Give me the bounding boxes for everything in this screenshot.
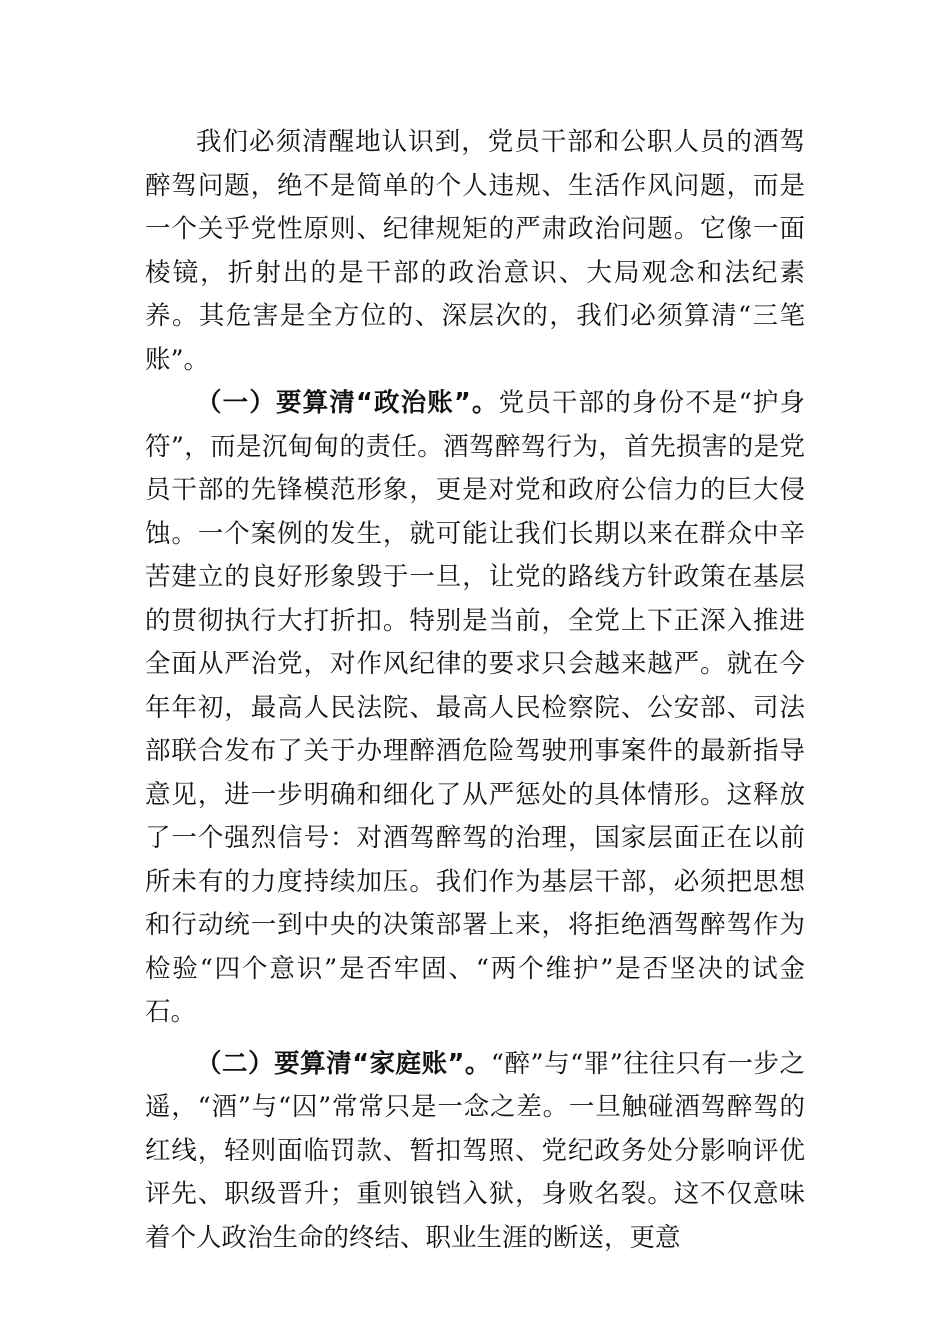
section-heading-political: （一）要算清“政治账”。 [196,388,499,418]
paragraph-political-account [145,382,805,1035]
paragraph-family-account [145,1043,805,1261]
section-heading-family: （二）要算清“家庭账”。 [196,1048,491,1079]
paragraph-text: “醉”与“罪”往往只有一步之遥，“酒”与“囚”常常只是一念之差。一旦触碰酒驾醉驾的红线，轻则面临罚款、暂扣驾照、党纪政务处分影响评优评先、职级晋升；重则锒铛入狱，身败名裂。这不仅意味着个人政治生命的终结、职业生涯的断送，更意 [145,1048,805,1253]
paragraph-text: 党员干部的身份不是“护身符”，而是沉甸甸的责任。酒驾醉驾行为，首先损害的是党员干部的先锋模范形象，更是对党和政府公信力的巨大侵蚀。一个案例的发生，就可能让我们长期以来在群众中辛苦建立的良好形象毁于一旦，让党的路线方针政策在基层的贯彻执行大打折扣。特别是当前，全党上下正深入推进全面从严治党，对作风纪律的要求只会越来越严。就在今年年初，最高人民法院、最高人民检察院、公安部、司法部联合发布了关于办理醉酒危险驾驶刑事案件的最新指导意见，进一步明确和细化了从严惩处的具体情形。这释放了一个强烈信号：对酒驾醉驾的治理，国家层面正在以前所未有的力度持续加压。我们作为基层干部，必须把思想和行动统一到中央的决策部署上来，将拒绝酒驾醉驾作为检验“四个意识”是否牢固、“两个维护”是否坚决的试金石。 [145,388,805,1027]
document-page [145,121,805,1260]
paragraph-intro [145,121,805,382]
paragraph-text: 我们必须清醒地认识到，党员干部和公职人员的酒驾醉驾问题，绝不是简单的个人违规、生活作风问题，而是一个关乎党性原则、纪律规矩的严肃政治问题。它像一面棱镜，折射出的是干部的政治意识、大局观念和法纪素养。其危害是全方位的、深层次的，我们必须算清“三笔账”。 [145,127,805,375]
